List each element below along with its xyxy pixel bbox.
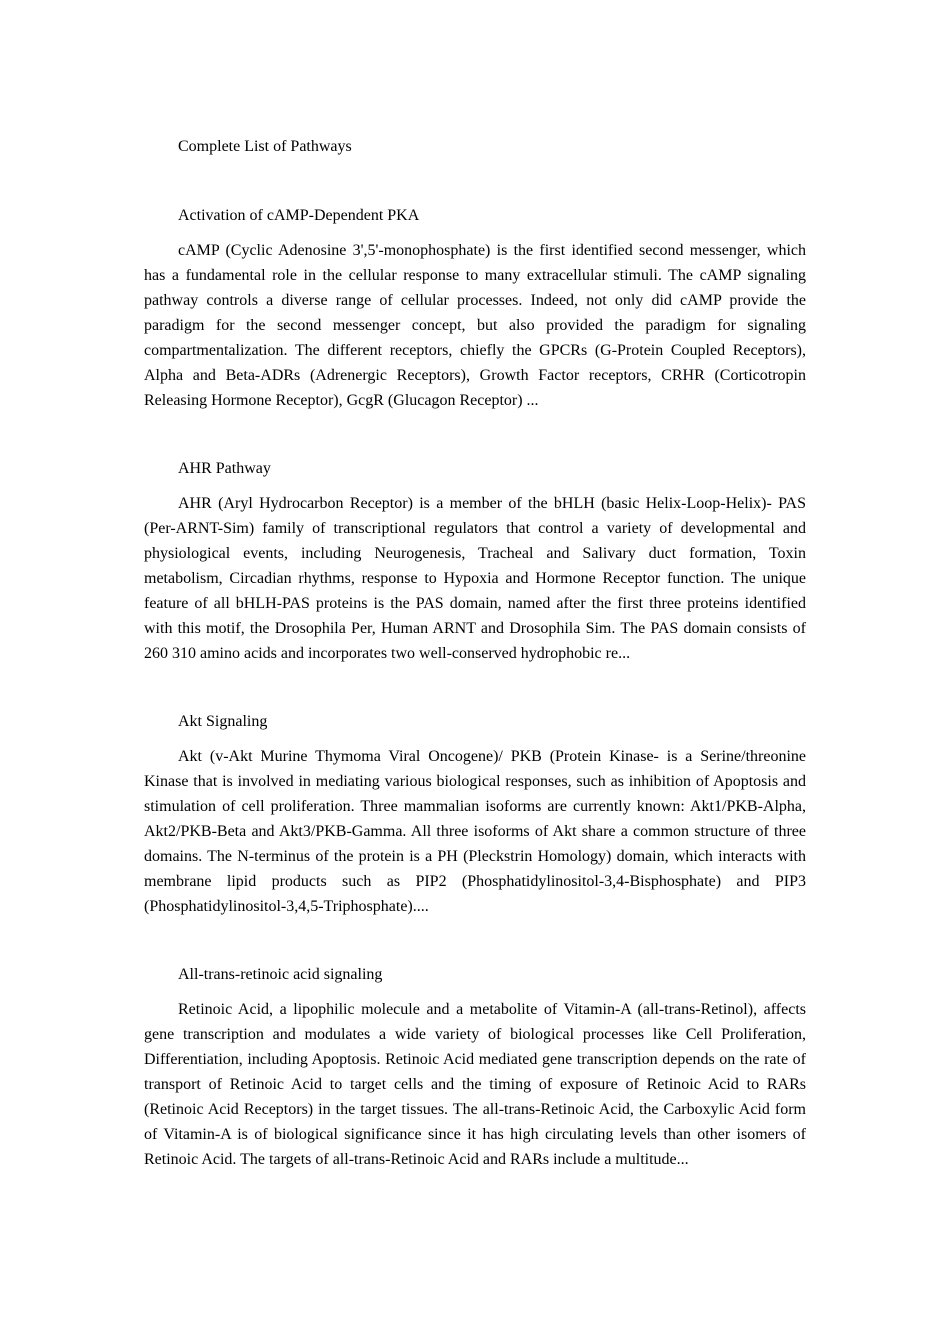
section-retinoic-acid: [144, 962, 806, 1172]
section-body: cAMP (Cyclic Adenosine 3',5'-monophosphate) is the first identified second messenger, which has a fundamental role in the cellular response to many extracellular stimuli. The cAMP signaling pathway controls a diverse range of cellular processes. Indeed, not only did cAMP provide the paradigm for the second messenger concept, but also provided the paradigm for signaling compartmentalization. The different receptors, chiefly the GPCRs (G-Protein Coupled Receptors), Alpha and Beta-ADRs (Adrenergic Receptors), Growth Factor receptors, CRHR (Corticotropin Releasing Hormone Receptor), GcgR (Glucagon Receptor) ...: [144, 242, 806, 409]
section-heading: Activation of cAMP-Dependent PKA: [178, 207, 420, 224]
section-heading: All-trans-retinoic acid signaling: [178, 966, 383, 983]
section-body: Retinoic Acid, a lipophilic molecule and a metabolite of Vitamin-A (all-trans-Retinol), affects gene transcription and modulates a wide variety of biological processes like Cell Proliferation, Differentiation, including Apoptosis. Retinoic Acid mediated gene transcription depends on the rate of transport of Retinoic Acid to target cells and the timing of exposure of Retinoic Acid to RARs (Retinoic Acid Receptors) in the target tissues. The all-trans-Retinoic Acid, the Carboxylic Acid form of Vitamin-A is of biological significance since it has high circulating levels than other isomers of Retinoic Acid. The targets of all-trans-Retinoic Acid and RARs include a multitude...: [144, 1001, 806, 1168]
section-ahr-pathway: [144, 456, 806, 666]
section-akt-signaling: [144, 709, 806, 919]
document-title: Complete List of Pathways: [178, 138, 352, 155]
section-body: Akt (v-Akt Murine Thymoma Viral Oncogene)/ PKB (Protein Kinase- is a Serine/threonine Kinase that is involved in mediating various biological responses, such as inhibition of Apoptosis and stimulation of cell proliferation. Three mammalian isoforms are currently known: Akt1/PKB-Alpha, Akt2/PKB-Beta and Akt3/PKB-Gamma. All three isoforms of Akt share a common structure of three domains. The N-terminus of the protein is a PH (Pleckstrin Homology) domain, which interacts with membrane lipid products such as PIP2 (Phosphatidylinositol-3,4-Bisphosphate) and PIP3 (Phosphatidylinositol-3,4,5-Triphosphate)....: [144, 748, 806, 915]
section-heading: AHR Pathway: [178, 460, 271, 477]
section-heading: Akt Signaling: [178, 713, 268, 730]
document-page: [144, 134, 806, 1172]
section-camp-pka: [144, 203, 806, 413]
section-body: AHR (Aryl Hydrocarbon Receptor) is a member of the bHLH (basic Helix-Loop-Helix)- PAS (Per-ARNT-Sim) family of transcriptional regulators that control a variety of developmental and physiological events, including Neurogenesis, Tracheal and Salivary duct formation, Toxin metabolism, Circadian rhythms, response to Hypoxia and Hormone Receptor function. The unique feature of all bHLH-PAS proteins is the PAS domain, named after the first three proteins identified with this motif, the Drosophila Per, Human ARNT and Drosophila Sim. The PAS domain consists of 260 310 amino acids and incorporates two well-conserved hydrophobic re...: [144, 495, 806, 662]
